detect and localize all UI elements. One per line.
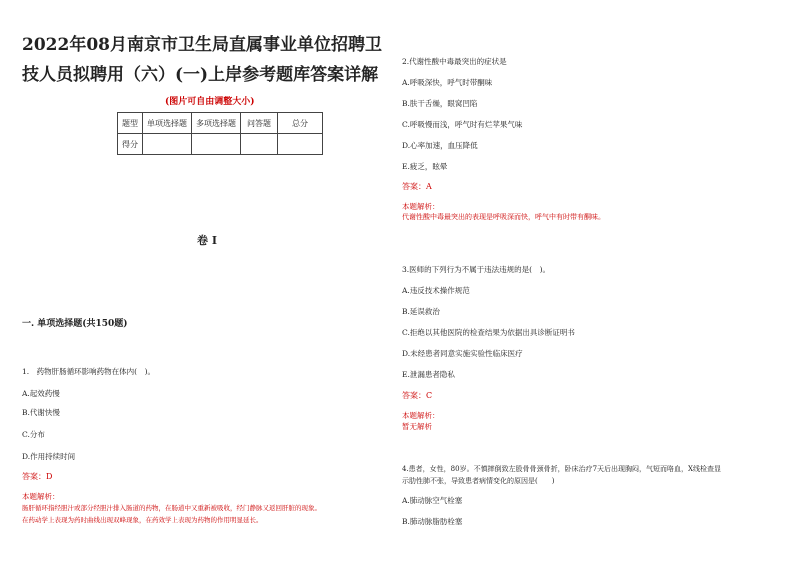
q4-option-b: B.肺动脉脂肪栓塞 xyxy=(402,517,463,526)
q3-answer: 答案：C xyxy=(402,391,433,400)
q3-analysis-text: 暂无解析 xyxy=(402,422,432,431)
q2-option-a: A.呼吸深快，呼气时带酮味 xyxy=(402,78,493,87)
q1-analysis-line-1: 肠肝循环指经胆汁或部分经胆汁排入肠道的药物，在肠道中又重新被吸收，经门静脉又返回肝脏的现象。 xyxy=(22,504,321,512)
score-table-header-row xyxy=(118,113,323,134)
document-title xyxy=(22,30,392,90)
q2-option-d: D.心率加速，血压降低 xyxy=(402,141,478,150)
q3-option-c: C.拒绝以其他医院的检查结果为依据出具诊断证明书 xyxy=(402,328,575,337)
q2-analysis-line: 代谢性酸中毒最突出的表现是呼吸深而快，呼气中有时带有酮味。 xyxy=(402,213,605,221)
q1-answer: 答案：D xyxy=(22,472,53,481)
score-table-row xyxy=(118,134,323,155)
title-line-1: 2022年08月南京市卫生局直属事业单位招聘卫 xyxy=(22,35,382,55)
title-line-2: 技人员拟聘用（六）(一)上岸参考题库答案详解 xyxy=(22,65,379,85)
q3-option-b: B.延误救治 xyxy=(402,307,440,316)
q2-answer: 答案：A xyxy=(402,182,432,191)
q2-option-c: C.呼吸慢而浅，呼气时有烂苹果气味 xyxy=(402,120,523,129)
q4-stem-line-1: 4.患者，女性，80岁。不慎摔倒致左股骨骨颈骨折，卧床治疗7天后出现胸闷，气短而咯血，X线检查显 xyxy=(402,465,722,473)
score-header-total: 总分 xyxy=(278,113,323,134)
score-header-single: 单项选择题 xyxy=(143,113,192,134)
q1-option-c: C.分布 xyxy=(22,430,45,439)
score-cell xyxy=(192,134,241,155)
score-cell xyxy=(143,134,192,155)
score-cell xyxy=(278,134,323,155)
q3-stem: 3.医师的下列行为不属于违法违规的是( )。 xyxy=(402,265,551,274)
q1-option-d: D.作用持续时间 xyxy=(22,452,76,461)
score-header-qa: 问答题 xyxy=(241,113,278,134)
q1-option-b: B.代谢快慢 xyxy=(22,408,60,417)
q2-stem: 2.代谢性酸中毒最突出的症状是 xyxy=(402,57,507,66)
q3-option-e: E.泄漏患者隐私 xyxy=(402,370,455,379)
q3-analysis-label: 本题解析： xyxy=(402,411,440,420)
score-row-label: 得分 xyxy=(118,134,143,155)
q1-option-a: A.起效药慢 xyxy=(22,389,60,398)
q3-option-d: D.未经患者同意实施实验性临床医疗 xyxy=(402,349,523,358)
q3-option-a: A.违反技术操作规范 xyxy=(402,286,470,295)
q4-stem-line-2: 示肋性肺不张，导致患者病情变化的原因是( ) xyxy=(402,477,555,485)
score-header-multi: 多项选择题 xyxy=(192,113,241,134)
q1-stem: 1. 药物肝肠循环影响药物在体内( )。 xyxy=(22,367,156,376)
image-resize-note: (图片可自由调整大小) xyxy=(165,97,255,107)
q2-analysis-label: 本题解析： xyxy=(402,202,440,211)
q4-option-a: A.肺动脉空气栓塞 xyxy=(402,496,463,505)
q2-option-b: B.肤干舌燥，眼窝凹陷 xyxy=(402,99,478,108)
score-header-type: 题型 xyxy=(118,113,143,134)
q2-option-e: E.疲乏，眩晕 xyxy=(402,162,448,171)
score-table xyxy=(117,112,323,155)
score-cell xyxy=(241,134,278,155)
q1-analysis-line-2: 在药动学上表现为药时曲线出现双峰现象，在药效学上表现为药物的作用明显延长。 xyxy=(22,516,263,524)
volume-heading: 卷 I xyxy=(197,234,217,247)
section-heading: 一. 单项选择题(共150题) xyxy=(22,319,128,329)
q1-analysis-label: 本题解析： xyxy=(22,492,60,501)
